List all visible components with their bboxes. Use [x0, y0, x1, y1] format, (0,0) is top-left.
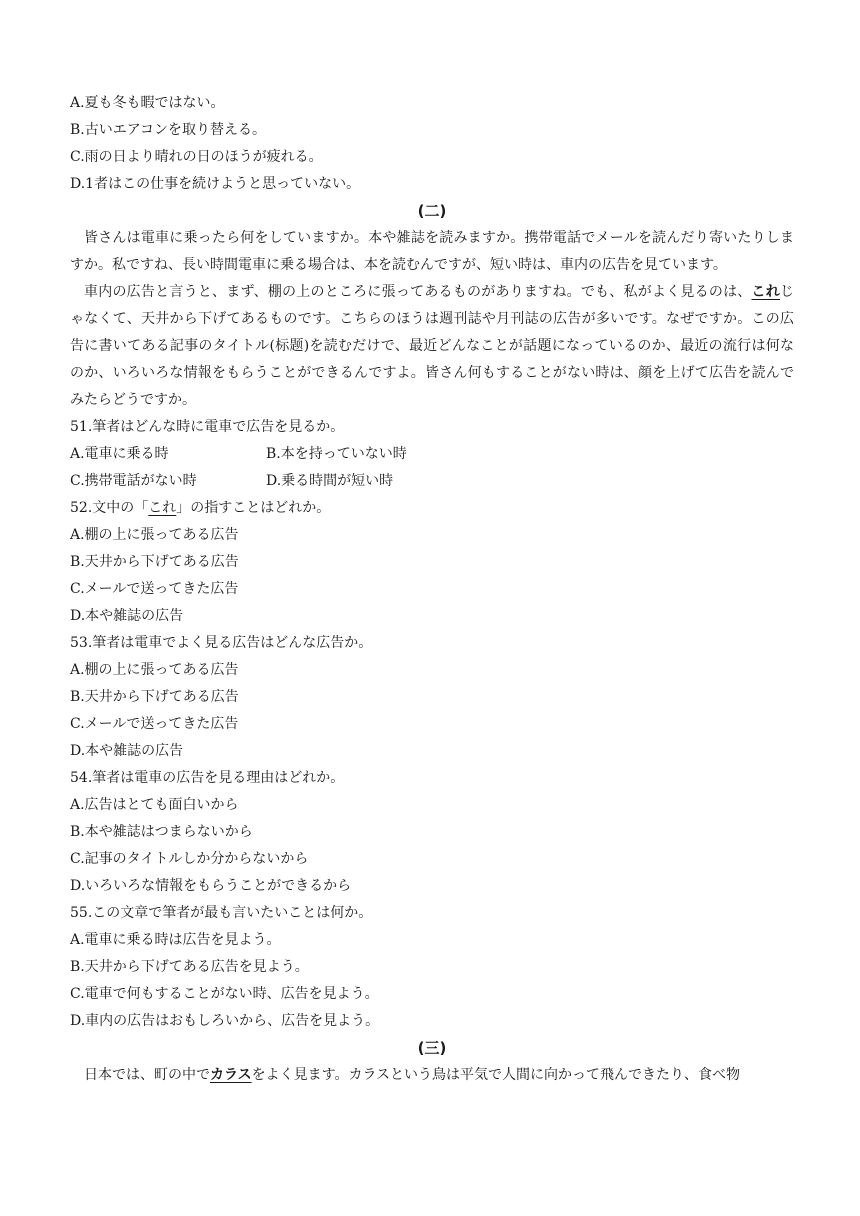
option-c: C.雨の日より晴れの日のほうが疲れる。: [70, 149, 323, 165]
previous-question-options: [70, 90, 794, 198]
underlined-word: カラス: [210, 1067, 252, 1083]
option-d: D.乗る時間が短い時: [266, 473, 394, 489]
section-heading-2: (二): [417, 202, 447, 220]
option-d: D.いろいろな情報をもらうことができるから: [70, 878, 352, 894]
question-text-part: 52.文中の「: [70, 500, 149, 516]
option-c: C.携帯電話がない時: [70, 473, 197, 489]
underlined-word: これ: [148, 500, 177, 516]
option-a: A.棚の上に張ってある広告: [70, 527, 239, 543]
document-page: [70, 90, 794, 1089]
question-52: [70, 495, 794, 630]
question-55: [70, 900, 794, 1035]
option-b: B.古いエアコンを取り替える。: [70, 122, 267, 138]
option-a: A.広告はとても面白いから: [70, 797, 239, 813]
section-heading-3: (三): [417, 1039, 447, 1057]
option-d: D.車内の広告はおもしろいから、広告を見よう。: [70, 1013, 380, 1029]
option-a: A.夏も冬も暇ではない。: [70, 95, 225, 111]
option-c: C.記事のタイトルしか分からないから: [70, 851, 309, 867]
question-54: [70, 765, 794, 900]
question-text: [70, 495, 794, 522]
question-text-part: 」の指すことはどれか。: [176, 500, 331, 516]
paragraph-text: 日本では、町の中で: [84, 1067, 210, 1083]
question-text: 54.筆者は電車の広告を見る理由はどれか。: [70, 770, 345, 786]
underlined-word: これ: [751, 284, 781, 300]
option-b: B.天井から下げてある広告: [70, 689, 239, 705]
option-a: A.棚の上に張ってある広告: [70, 662, 239, 678]
option-a: A.電車に乗る時: [70, 446, 169, 462]
option-c: C.メールで送ってきた広告: [70, 581, 239, 597]
question-text: 53.筆者は電車でよく見る広告はどんな広告か。: [70, 635, 373, 651]
option-b: B.天井から下げてある広告を見よう。: [70, 959, 309, 975]
passage-paragraph-2: [70, 279, 794, 414]
question-text: 55.この文章で筆者が最も言いたいことは何か。: [70, 905, 373, 921]
option-d: D.本や雑誌の広告: [70, 608, 184, 624]
option-b: B.天井から下げてある広告: [70, 554, 239, 570]
option-b: B.本を持っていない時: [266, 446, 407, 462]
option-c: C.電車で何もすることがない時、広告を見よう。: [70, 986, 379, 1002]
paragraph-text: をよく見ます。カラスという鳥は平気で人間に向かって飛んできたり、食べ物: [251, 1067, 741, 1083]
question-text: 51.筆者はどんな時に電車で広告を見るか。: [70, 419, 345, 435]
passage-paragraph-3: [70, 1062, 794, 1089]
paragraph-text: 車内の広告と言うと、まず、棚の上のところに張ってあるものがありますね。でも、私がよく見るのは、: [84, 284, 752, 300]
question-51: [70, 414, 794, 495]
option-c: C.メールで送ってきた広告: [70, 716, 239, 732]
option-row: [70, 441, 794, 468]
option-d: D.1者はこの仕事を続けようと思っていない。: [70, 176, 361, 192]
paragraph-text: じゃなくて、天井から下げてあるものです。こちらのほうは週刊誌や月刊誌の広告が多いです。なぜですか。この広告に書いてある記事のタイトル(标题)を読むだけで、最近どんなことが話題になっているのか、最近の流行は何なのか、いろいろな情報をもらうことができるんですよ。皆さん何もすることがない時は、顔を上げて広告を読んでみたらどうですか。: [70, 284, 795, 408]
option-row: [70, 468, 794, 495]
option-d: D.本や雑誌の広告: [70, 743, 184, 759]
option-a: A.電車に乗る時は広告を見よう。: [70, 932, 281, 948]
passage-paragraph-1: 皆さんは電車に乗ったら何をしていますか。本や雑誌を読みますか。携帯電話でメールを読んだり寄いたりしますか。私ですね、長い時間電車に乗る場合は、本を読むんですが、短い時は、車内の広告を見ています。: [70, 230, 794, 273]
question-53: [70, 630, 794, 765]
option-b: B.本や雑誌はつまらないから: [70, 824, 253, 840]
